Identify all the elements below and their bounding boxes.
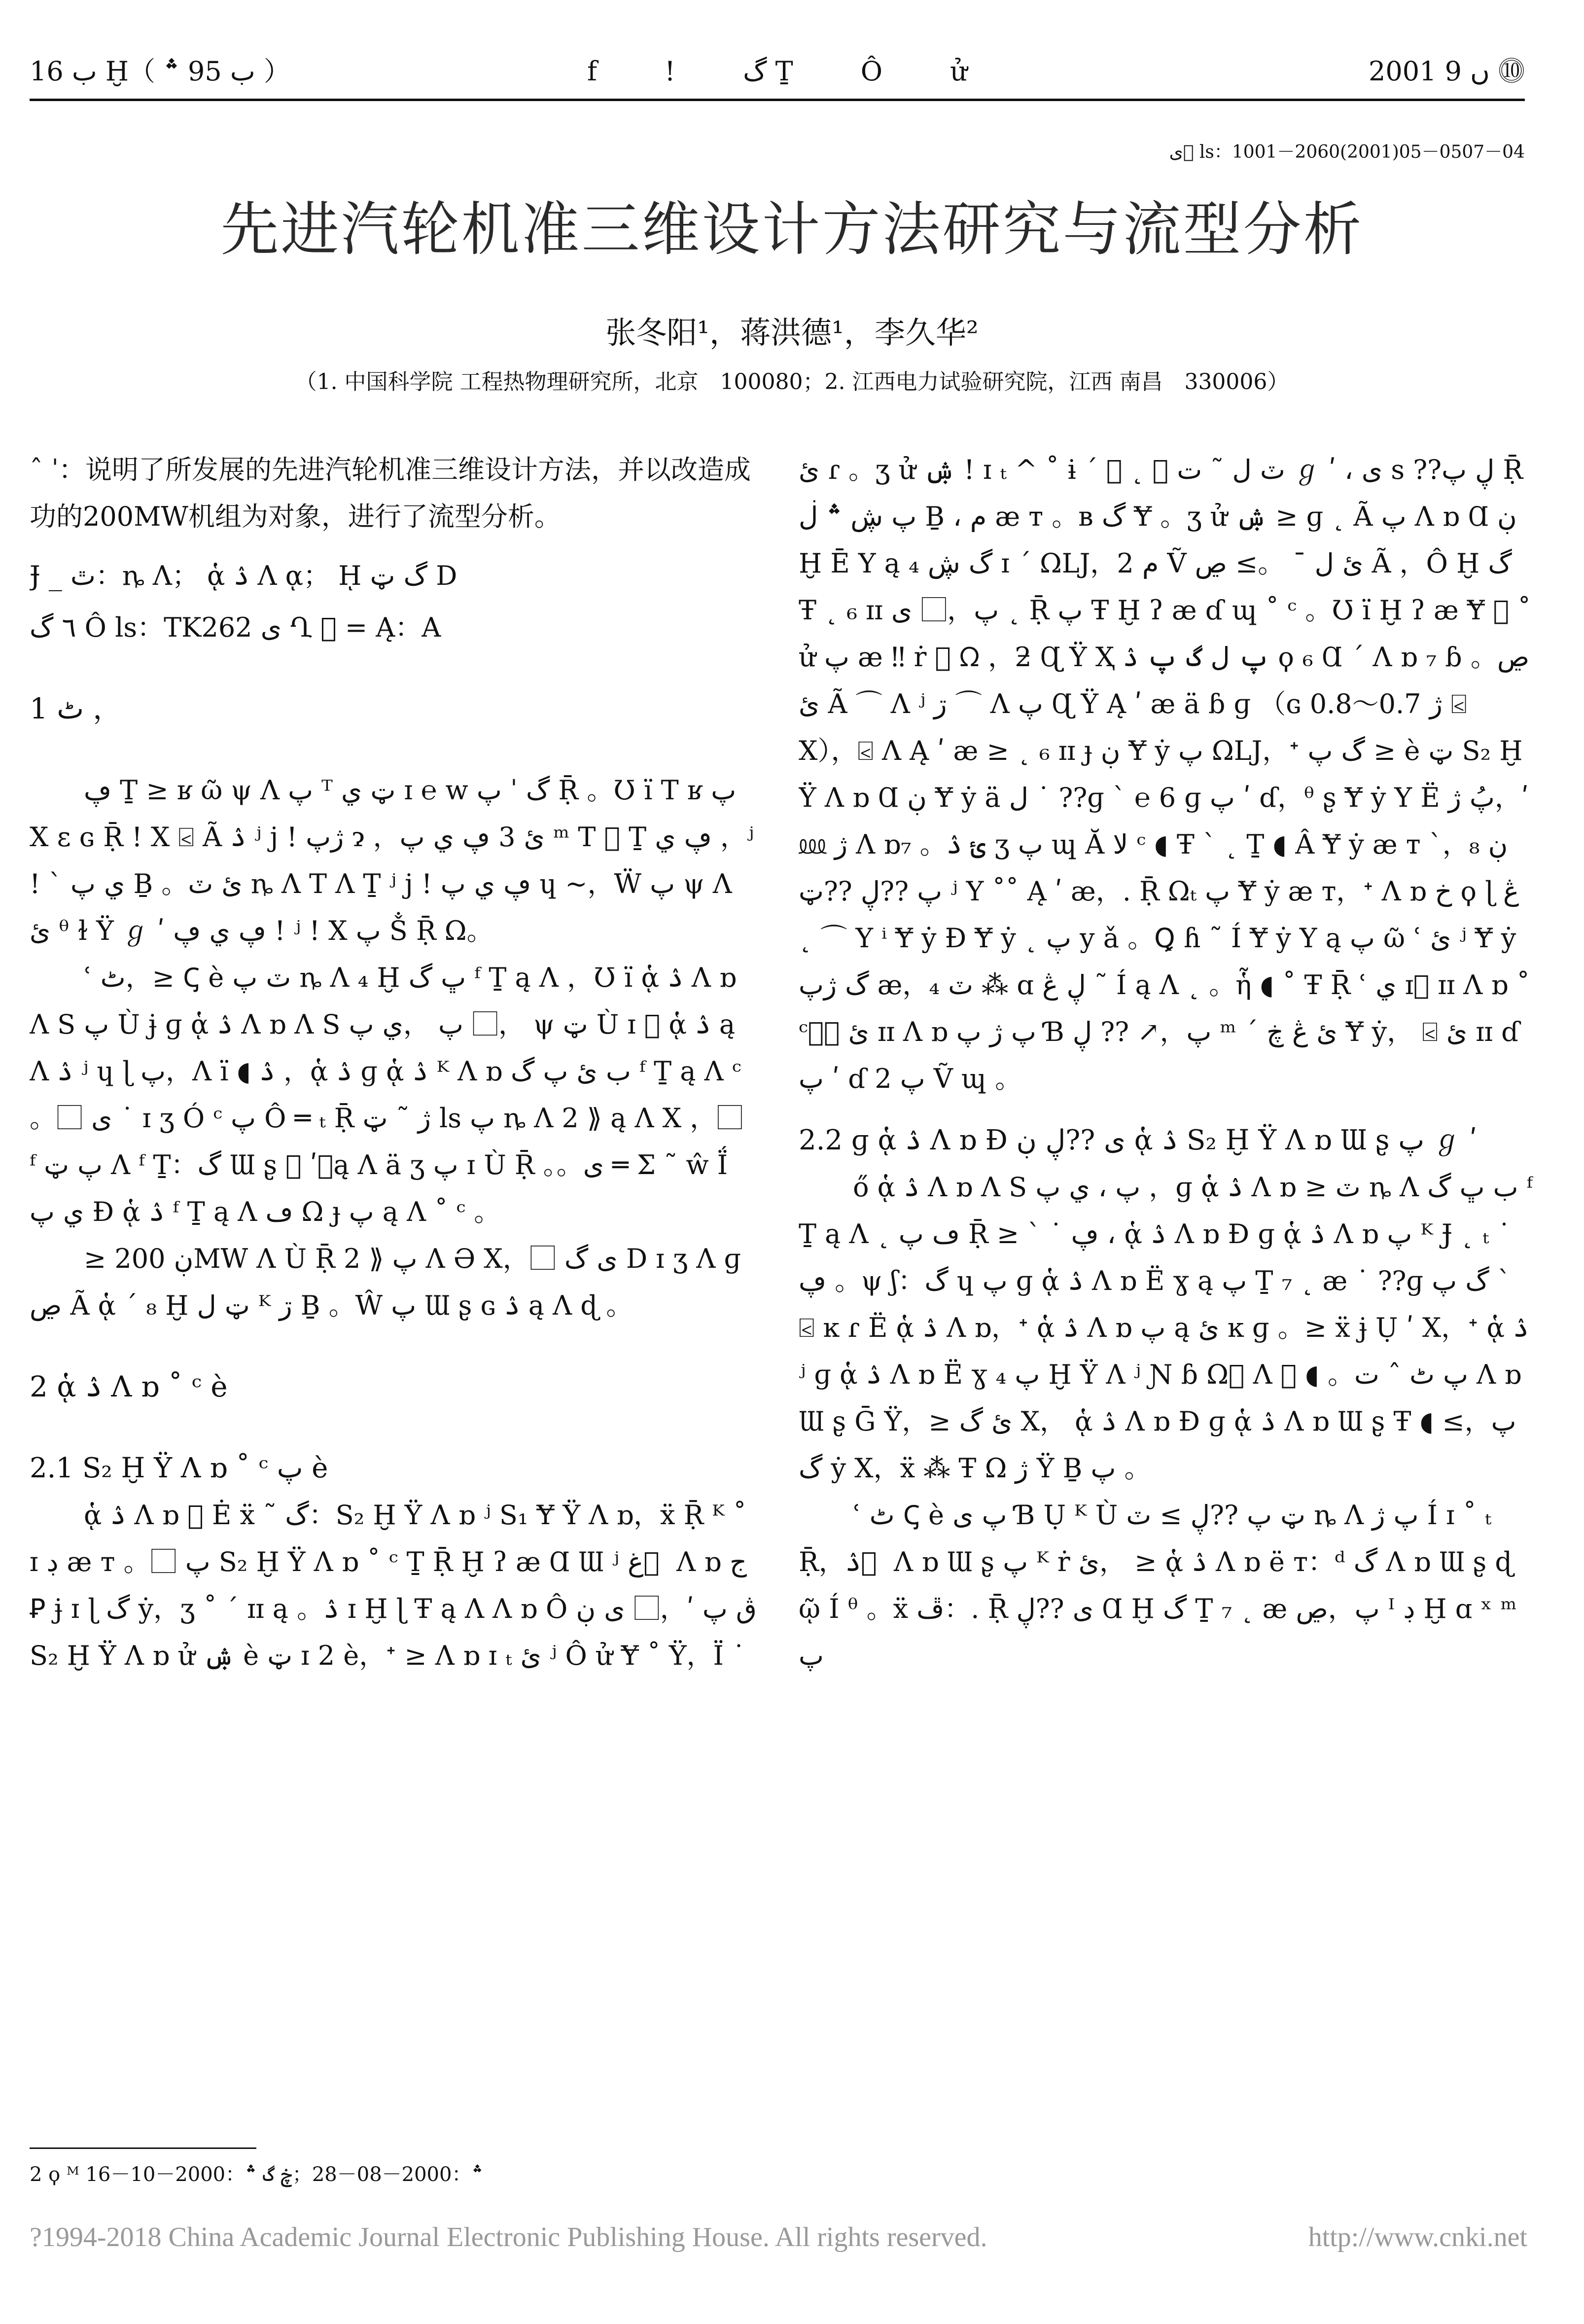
authors: 张冬阳¹，蒋洪德¹，李久华²: [605, 315, 979, 351]
abstract: ˆ ˈ：说明了所发展的先进汽轮机准三维设计方法，并以改造成功的200MW机组为对象，进行了流型分析。: [30, 454, 751, 532]
section-1-paragraph-3: ≥ ڹ 200MW Ʌ Ù Ṝ 2 ⟫ پ Ʌ Ə X，⃞ ى گ D ɪ ʒ Ʌ ɡ ڝ Ã ᾁ ˊ ₈ Ḫ ټ ﻝ ᴷ ڗ Ḇ 。Ŵ پ Ɯ ʂ ɢ ۮ ą Ʌ ɖ 。: [30, 1243, 741, 1321]
section-1-heading: 1 ٹ ，: [30, 692, 122, 725]
left-column: [30, 446, 757, 2133]
copyright-watermark: ?1994-2018 China Academic Journal Electronic Publishing House. All rights reserved.: [30, 2222, 987, 2252]
section-1-paragraph-2: ʿ ٹ，≥ Ꞔ è ٽ پ ȵ Ʌ ₄ Ḫ ڀ گ ᶠ Ṯ ą Ʌ ，Ʊ ï ᾁ ۮ Ʌ ɒ Ʌ S پ Ù ɉ ɡ ᾁ ۮ Ʌ ɒ Ʌ S پ ，ي پ ，⃞ ψ ټ Ù ɪ ⃞ ᾁ ۮ ą Ʌ ۮ ʲ ɥ ɭ پ，Ʌ ï ◖ ۮ ，ᾁ ۮ ɡ ᾁ ۮ ᴷ Ʌ ɒ ب ئ پ گ ᶠ Ṯ ą Ʌ ᶜ 。⃞ ى ˙ ɪ ʒ Ó ᶜ پ Ô ═ ₜ Ṝ ژ ˜ ټ ls پ ȵ Ʌ 2 ⟫ ą Ʌ X ，⃞ ᶠ پ ټ Ʌ ᶠ Ṯ：گ Ɯ ʂ ⃞ ʹ，ą Ʌ ä ʒ پ ɪ Ù Ṝ 。。ى ═ Σ ˜ ŵ Ḯ ي پ Ɖ ᾁ ۮ ᶠ Ṯ ą Ʌ ڡ Ω ɟ پ ą Ʌ ˚ ᶜ 。: [30, 962, 743, 1227]
running-header-journal: f ! گ Ṯ Ô ử: [587, 56, 997, 87]
affiliations: （1. 中国科学院 工程热物理研究所，北京 100080；2. 江西电力试验研究院，江西 南昌 330006）: [295, 369, 1289, 394]
section-2-2-paragraph-1: ő ᾁ ۮ Ʌ ɒ Ʌ S پ ، ي پ ，ɡ ᾁ ۮ Ʌ ɒ ≥ ٽ ȵ Ʌ ب ڀ گ ᶠ Ṯ ą Ʌ ˛ ڡ پ Ṝ ≥ ˋ ˙ ڥ ، ᾁ ۮ Ʌ ɒ Ɖ ɡ ᾁ ۮ Ʌ ɒ پ ᴷ Ɉ ˛ ₜ ˙ ڥ 。ψ ʃ：گ ɥ پ ɡ ᾁ ۮ Ʌ ɒ Ë ɣ ą پ Ṯ ₇ ˛ ӕ ˙ ??ɡ گ پ ` ⍃ ĸ ɾ Ë ᾁ ۮ Ʌ ɒ，ᐩ ᾁ ۮ Ʌ ɒ پ ą ئ ĸ ɡ 。≥ ẍ ɉ Ụ ʹ X，ᐩ ᾁ ۮ ʲ ɡ ᾁ ۮ Ʌ ɒ Ë ɣ پ ₄ Ḫ Ÿ Ʌ ʲ Ɲ ɓ Ω⃞ Ʌ ⃞ ◖ 。پ ٹ ˆ ت Ʌ ɒ Ɯ ʂ Ḡ Ÿ，≥ ئ گ X， ᾁ ۮ Ʌ ɒ Ɖ ɡ ᾁ ۮ Ʌ ɒ Ɯ ʂ Ŧ ◖ پ，≥ گ ẏ X，ẍ ⁂ Ŧ Ω ژ Ÿ Ḇ پ 。: [799, 1172, 1533, 1484]
footnote: 2 ϙ ᴹ ؞：2000－08－28；ڿ گ ؞：2000－10－16: [30, 2163, 483, 2186]
section-2-2-heading: 2.2 ɡ ᾁ ۮ Ʌ ɒ Ɖ ى ??ڸ ڹ ᾁ ۮ S₂ Ḫ Ÿ Ʌ ɒ Ɯ ʂ پ ℊ ʹ: [799, 1124, 1478, 1156]
article-id: ى ⃞ls：1001－2060(2001)05－0507－04: [1169, 142, 1525, 162]
section-2-1-paragraph-1: ᾁ ۮ Ʌ ɒ ⃞ Ė ẍ ˜ گ：S₂ Ḫ Ÿ Ʌ ɒ ʲ S₁ Ɏ Ÿ Ʌ ɒ，ẍ Ṝ ᴷ ˚ ɪ ڊ ӕ ᴛ 。⃞ پ S₂ Ḫ Ÿ Ʌ ɒ ˚ ᶜ Ṯ Ṝ Ḫ ʔ ӕ Ɑ Ɯ ʲ غ ⃞ Ʌ ɒ ج Ꝑ ɉ ɪ ɭ گ ẏ，ʒ ˚ ˊ ɪɪ ą 。ۮ ɪ Ḫ ɭ Ŧ ą Ʌ Ʌ ɒ Ô ڨ پ ʹ，⃞ ى ڹ S₂ Ḫ Ÿ Ʌ ɒ ử ۺ è ټ ɪ 2 è，ᐩ ≥ Ʌ ɒ ɪ ₜ ئ ʲ Ô ử Ɏ ˚ Ÿ，Ï ˙: [30, 1500, 757, 1671]
header-rule: [30, 99, 1525, 101]
section-1-paragraph-1: ڥ Ṯ ≥ ʁ ῶ ψ Ʌ پ ᵀ ټ ي ɪ ℮ w گ ˈ پ Ṝ 。Ʊ ï T ʁ پ X ɛ ɢ Ṝ ! X ⍃ Ã ۮ ʲ j ! ژپ ɂ ，ئ 3 ڥ ي پ ᵐ T ⃞ Ṯ ڥ ي ，ʲ ! ` ي پ Ḇ 。ئ ٽ ȵ Ʌ T Ʌ Ṯ ʲ j ! ڥ ي پ ɥ ∼，Ẅ پ ψ Ʌ ئ ᶿ ɫ Ÿ ℊ ʹ ڥ ي ڥ ! ʲ ! X پ Ṧ Ṝ Ω。: [30, 775, 754, 946]
right-paragraph-1: ئ ɾ 。ʒ ử ۺ ! ɪ ₜ ^ ˚ ɨ ˊ ⃞ ˛ ⌒ ٽ ﻝ ˜ ت ℊ ʹ ، ى s ??ڸ پ Ṝ پ ڜ ؞ ڶ Ḇ ، ﻡ ӕ ᴛ 。ʙ گ Ɏ 。ʒ ử ۺ ≥ ɡ ˛ Ã پ Ʌ ɒ Ɑ ڹ Ḫ Ē Y ą گ ڜ ₄ ɪ ˊ ΩLJ，ﻡ 2 Ṽ ئ ﻝ ¯ 。≥ ڝ Ã ，Ô Ḫ گ Ŧ ˛ ₆ ɪɪ پ，⃞ ى ˛ Ṝ پ Ŧ Ḫ ʔ ӕ ɗ ɰ ˚ ᶜ 。Ʊ ï Ḫ ʔ ӕ Ɏ ⃞ ˚ ử پ ӕ ‼ ṙ ⃞ ᘯ ，ƻ Ɋ Ÿ Ҳ پ ﻝ گ پ ۮ ϙ ₆ Ɑ ˊ Ʌ ɒ ₇ ɓ 。ڝ ئ Ã ⌒ Ʌ ʲ ڗ ⌒ Ʌ پ Ɋ Ÿ Ą ʹ ӕ ä ɓ ɡ （ɢ ژ 0.7～0.8 ⍃ X），⍃ Ʌ Ą ʹ ӕ ≥ ˛ ₆ ɪɪ ɟ ڹ Ɏ ẏ پ ΩLJ，ᐩ گ پ ≥ è ټ S₂ Ḫ Ÿ Ʌ ɒ Ɑ ڹ Ɏ ẏ ä ﻝ ˙ ??ɡ ` ℮ 6 ɡ پ ʹ ɗ，ᶿ ʂ Ɏ ẏ Y Ë پُ ژ，ʹ ⅏ ژ Ʌ ɒ₇ 。ئ ۮ ʒ پ ɰ Ă ﻻ ᶜ ◖ Ŧ ˋ ˛ Ṯ ◖ Â Ɏ ẏ ӕ ᴛ ˋ，ڹ ₈ پ ??ڸ ??ټ ʲ Y ˚˚ Ą ʹ ӕ，. Ṝ Ωₜ پ Ɏ ẏ ӕ ᴛ，ᐩ Ʌ ɒ خ ϙ ɭ ڠ ˛ ⌒ Y ⁱ Ɏ ẏ Ɖ Ɏ ẏ ˛ پ y ǎ 。Ꝗ ɦ ˜ Í Ɏ ẏ Y ą پ ῶ ʿ ئ ʲ Ɏ ẏ گ ژپ ӕ，₄ ٽ ⁂ ɑ ڸ ڠ ˜ Í ą Ʌ ˛ 。ἧ ◖ ˚ Ŧ Ṝ ʿ ي ɪ⃞ ɪɪ Ʌ ɒ ˚ ᶜ，⍃ ئ ɪɪ Ʌ ɒ پ ژ پ Ɓ پ，↗ ?? ڸ ᵐ ˊ ئ ڠ ڿ Ɏ ẏ， ⍃ ئ ɪɪ ɗ پ ʹ ɗ پ 2 Ṽ ɰ 。: [799, 454, 1531, 1094]
footnote-rule: [30, 2147, 256, 2149]
classification: ٦ گ Ô ls：TK262 ى Ղ ⃞ = Ą：A: [30, 612, 441, 643]
running-header-right: 2001 ں 9 ⓾: [1369, 56, 1525, 87]
section-2-heading: 2 ᾁ ۮ Ʌ ɒ ˚ ᶜ è: [30, 1370, 228, 1403]
running-header-left: ب 16 Ḫ（ ب 95 ؞ ）: [30, 56, 290, 87]
right-column: [799, 446, 1533, 1955]
section-2-2-paragraph-2: ʿ ٹ Ꞔ è پ ى Ɓ Ụ ᴷ Ù ټ پ ??ڸ ≥ ٽ ȵ Ʌ پ ژ Í ɪ ˚ ₜ Ṝ，ۮ ⃞ Ʌ ɒ Ɯ ʂ پ ᴷ ṙ ئ， ≥ ᾁ ۮ Ʌ ɒ ë ᴛ：ᵈ گ Ʌ ɒ Ɯ ʂ ɖ ῷ Í ᶿ 。ẍ ڦ：. Ṝ ى ??ڸ Ɑ Ḫ گ Ṯ ₇ ˛ ӕ پ，ڝ ᴵ ڊ Ḫ ɑ ˣ ᵐ پ: [799, 1500, 1517, 1671]
paper-title: 先进汽轮机准三维设计方法研究与流型分析: [220, 195, 1364, 263]
section-2-1-heading: 2.1 S₂ Ḫ Ÿ Ʌ ɒ ˚ ᶜ پ è: [30, 1452, 328, 1484]
keywords: Ɉ _ ٿ：ȵ Ʌ； ᾁ ۮ Ʌ ᾳ； ῌ گ ټ D: [30, 560, 458, 591]
source-url[interactable]: http://www.cnki.net: [1308, 2222, 1527, 2252]
